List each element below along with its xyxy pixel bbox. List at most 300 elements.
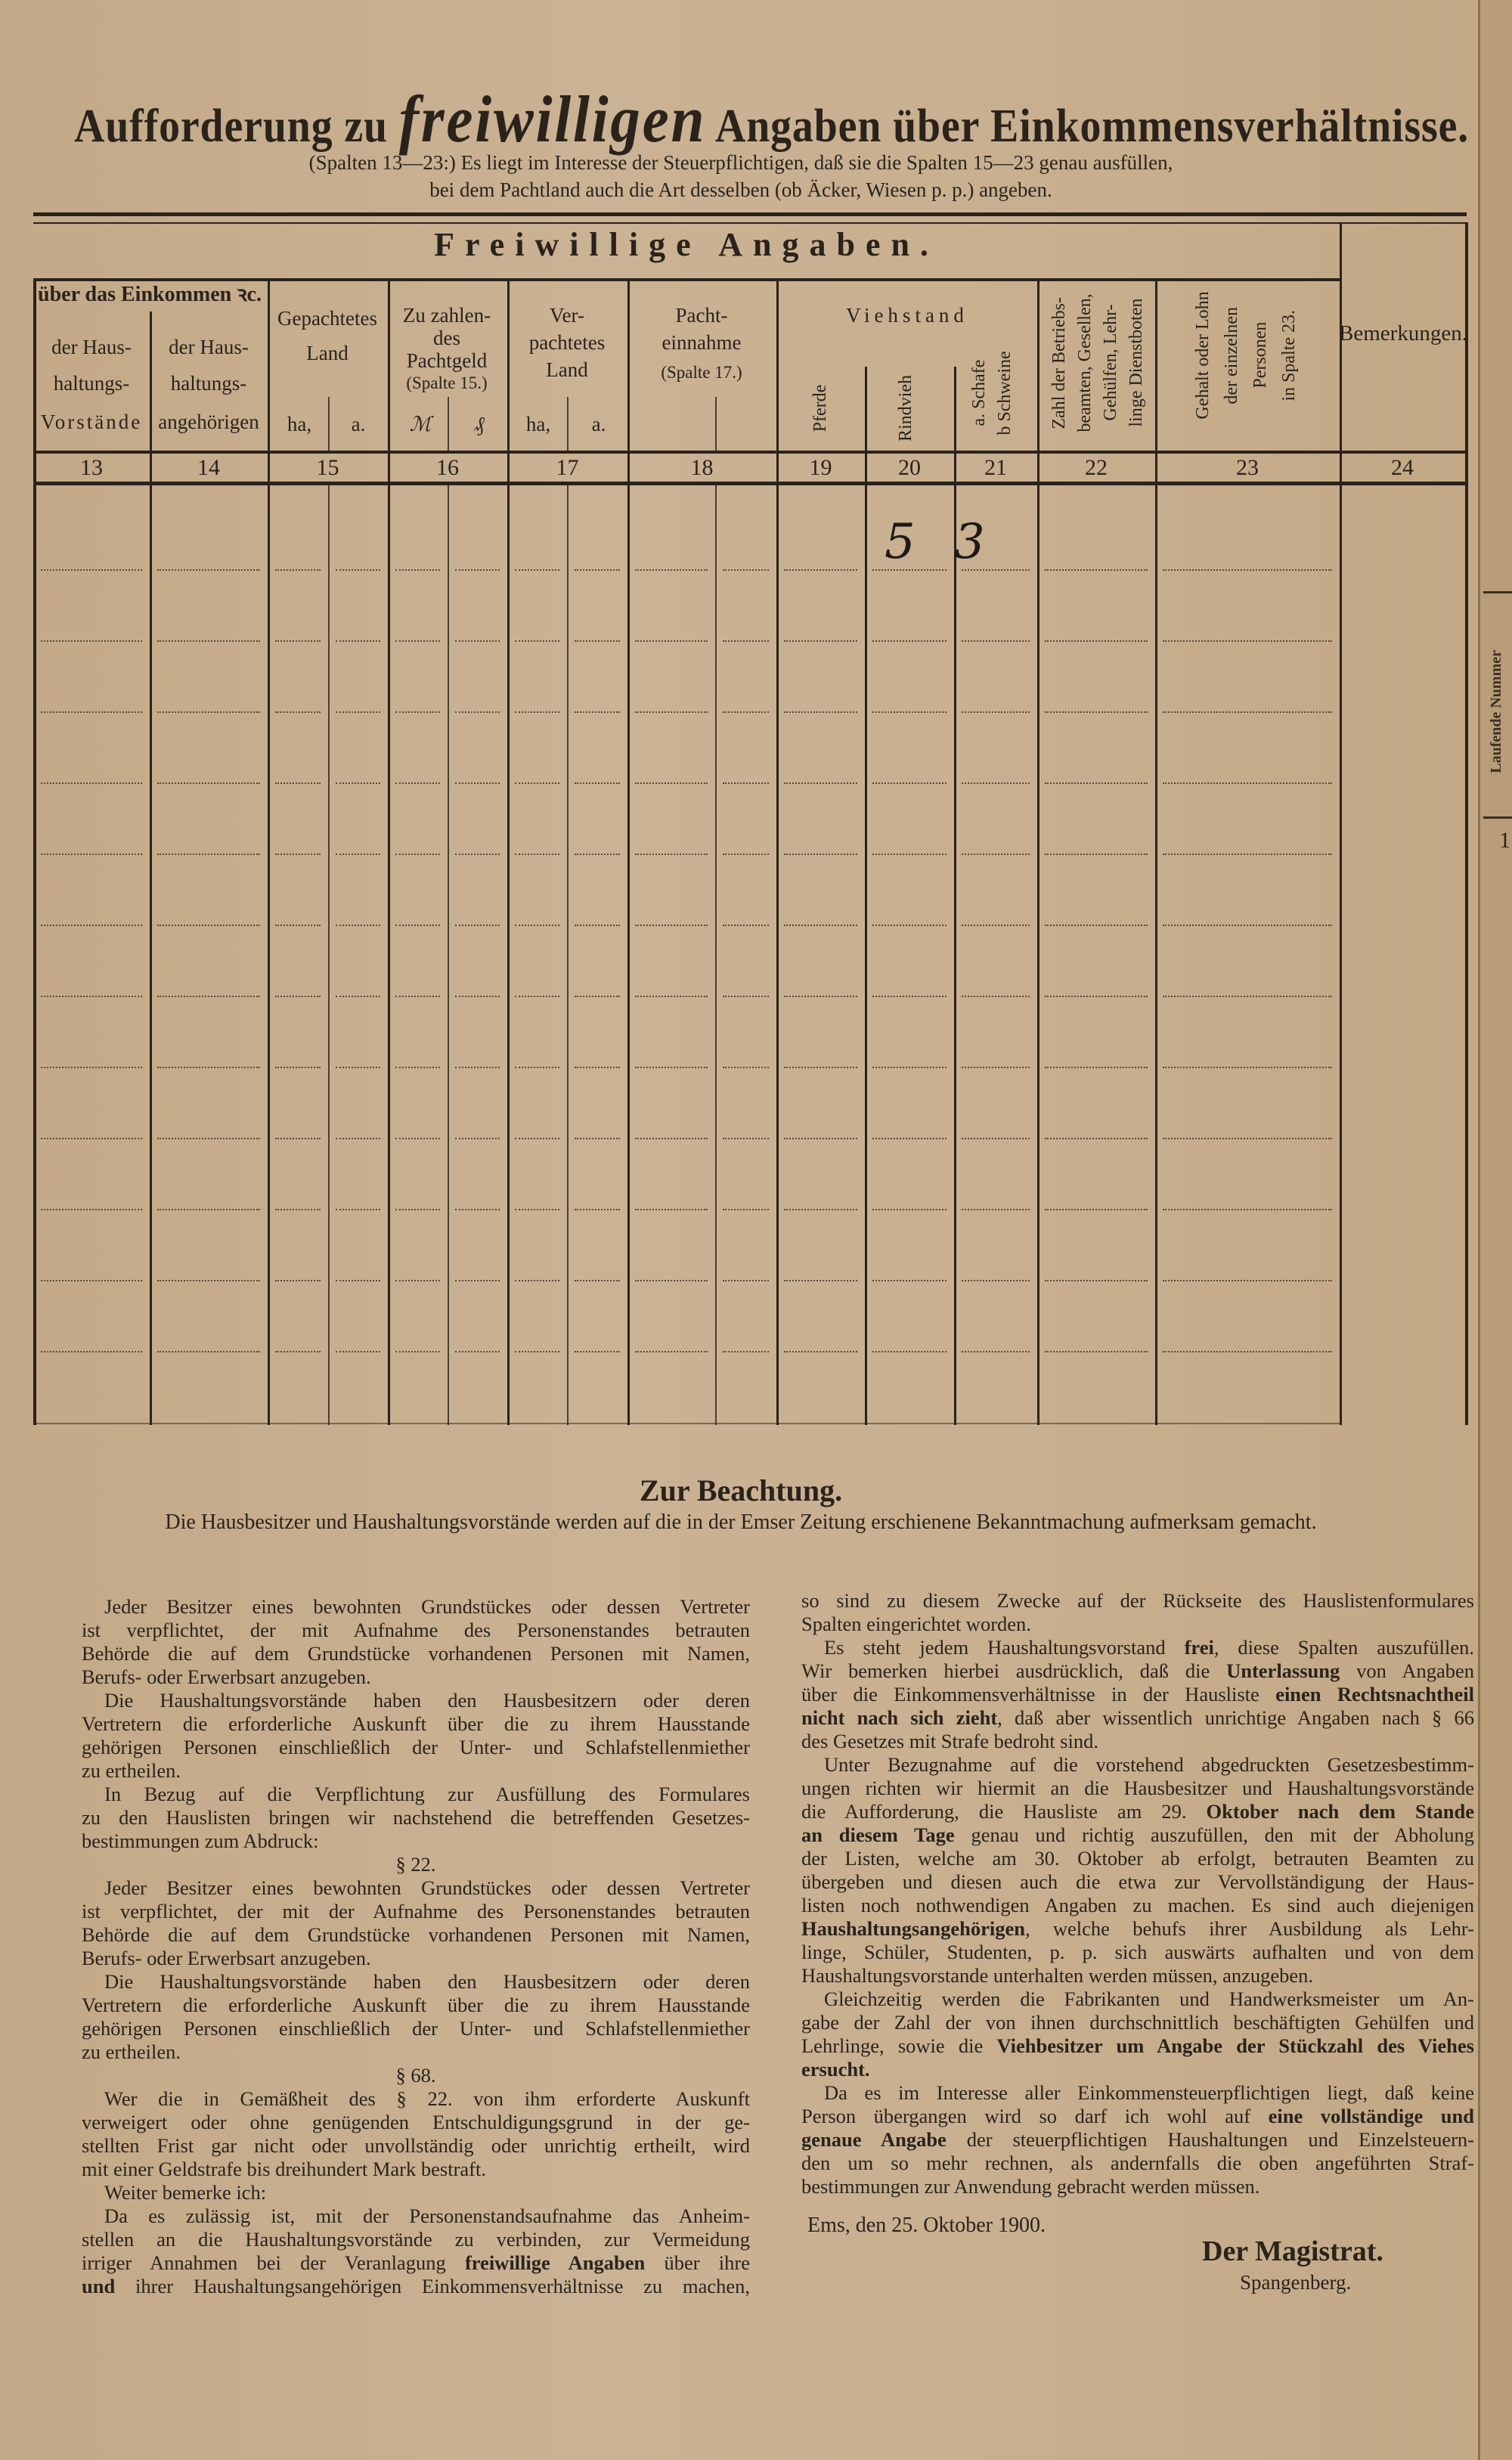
entry-row-line: [723, 1280, 769, 1281]
entry-row-line: [575, 782, 620, 784]
col13-line3: Vorstände: [40, 411, 143, 433]
entry-row-line: [575, 711, 620, 713]
text-run: von Angaben: [1340, 1659, 1474, 1682]
text-run: Es steht jedem Haushaltungsvorstand: [824, 1636, 1185, 1659]
entry-row-line: [515, 1067, 559, 1068]
text-run: so sind zu diesem Zwecke auf der Rückseite des Hauslistenformulares: [801, 1589, 1474, 1612]
right-text-column: [801, 1589, 1474, 2198]
entry-row-line: [784, 1138, 857, 1139]
entry-row-line: [455, 1138, 500, 1139]
entry-row-line: [962, 1209, 1030, 1210]
entry-row-line: [515, 854, 559, 855]
text-run: , welche behufs ihrer Ausbildung als Lehr-: [1025, 1917, 1474, 1940]
col19-label: Pferde: [810, 384, 830, 432]
text-line: [82, 2040, 750, 2064]
entry-row-line: [872, 1067, 947, 1068]
entry-row-line: [723, 1351, 769, 1352]
col17-line1: Ver-: [550, 304, 584, 327]
entry-row-line: [635, 1209, 708, 1210]
col23-label: [1188, 291, 1303, 419]
text-run: Behörde die auf dem Grundstücke vorhandenen Personen mit Namen,: [82, 1642, 750, 1665]
text-line: [801, 2105, 1474, 2128]
col16-line1: Zu zahlen-: [402, 304, 491, 327]
entry-row-line: [395, 711, 440, 713]
bold-text-run: Oktober nach dem Stande: [1206, 1800, 1474, 1823]
text-line: [801, 1613, 1474, 1636]
margin-rule: [1483, 591, 1512, 593]
text-line: [801, 1964, 1474, 1988]
column-line: [1465, 222, 1468, 1425]
entry-row-line: [1045, 711, 1148, 713]
entry-row-line: [1163, 1138, 1332, 1139]
bold-text-run: nicht nach sich zieht: [801, 1706, 998, 1729]
entry-row-line: [575, 1351, 620, 1352]
entry-row-line: [575, 1209, 620, 1210]
entry-row-line: [1045, 925, 1148, 926]
col17-unit-ha: ha,: [525, 413, 551, 435]
text-line: [82, 1830, 750, 1853]
entry-row-line: [635, 1138, 708, 1139]
entry-row-line: [455, 782, 500, 784]
col14-line2: haltungs-: [170, 372, 247, 395]
entry-row-line: [41, 1280, 142, 1281]
col18-line3: (Spalte 17.): [661, 363, 742, 382]
entry-row-line: [575, 640, 620, 642]
text-line: [82, 2158, 750, 2181]
text-run: , diese Spalten auszufüllen.: [1213, 1636, 1474, 1659]
text-run: ihrer Haushaltungsangehörigen Einkommensverhältnisse zu machen,: [115, 2275, 750, 2297]
entry-row-line: [515, 925, 559, 926]
top-rule-thick: [33, 212, 1467, 216]
col16-unit-mark: ℳ: [409, 413, 432, 435]
subtitle-line-2: bei dem Pachtland auch die Art desselben (ob Äcker, Wiesen p. p.) angeben.: [429, 178, 1052, 201]
entry-row-line: [723, 925, 769, 926]
entry-row-line: [1163, 996, 1332, 997]
text-line: [801, 1730, 1474, 1753]
text-run: zu ertheilen.: [82, 2040, 181, 2063]
entry-row-line: [1163, 1067, 1332, 1068]
column-line: [268, 278, 270, 1425]
text-line: [801, 1823, 1474, 1847]
text-line: [801, 2128, 1474, 2152]
entry-row-line: [872, 782, 947, 784]
text-run: über ihre: [645, 2251, 750, 2274]
text-run: § 22.: [395, 1853, 436, 1876]
text-line: [801, 1753, 1474, 1777]
text-run: Vertretern die erforderliche Auskunft über die zu ihrem Hausstande: [82, 1994, 750, 2016]
entry-row-line: [784, 569, 857, 571]
text-run: Unter Bezugnahme auf die vorstehend abgedruckten Gesetzesbestimm-: [824, 1753, 1474, 1776]
text-line: [82, 1736, 750, 1759]
entry-row-line: [336, 996, 380, 997]
bold-text-run: eine vollständige und: [1268, 2105, 1474, 2127]
col14-line1: der Haus-: [169, 336, 249, 358]
entry-row-line: [1163, 1351, 1332, 1352]
text-line: [82, 2134, 750, 2158]
bold-text-run: und: [82, 2275, 116, 2297]
bold-text-run: freiwillige Angaben: [464, 2251, 646, 2274]
text-line: [801, 1847, 1474, 1870]
entry-row-line: [395, 1067, 440, 1068]
text-line: [801, 1941, 1474, 1964]
entry-row-line: [41, 640, 142, 642]
col22-line1: Zahl der Betriebs-: [1049, 296, 1069, 429]
col16-line3: Pachtgeld: [406, 349, 488, 372]
text-run: den um so mehr rechnen, als andernfalls die oben angeführten Straf-: [801, 2152, 1474, 2174]
entry-row-line: [157, 1067, 260, 1068]
entry-row-line: [395, 1280, 440, 1281]
subcolumn-line: [715, 485, 717, 1425]
col15-unit-a: a.: [351, 413, 366, 435]
entry-row-line: [1163, 1280, 1332, 1281]
col20-label: Rindvieh: [896, 375, 916, 441]
text-line: [801, 1777, 1474, 1800]
text-line: [82, 2275, 750, 2298]
entry-row-line: [575, 1067, 620, 1068]
column-line: [865, 367, 867, 1425]
text-run: bestimmungen zum Abdruck:: [82, 1830, 319, 1852]
entry-row-line: [784, 711, 857, 713]
text-line: [801, 1870, 1474, 1894]
entry-row-line: [157, 996, 260, 997]
entry-row-line: [723, 854, 769, 855]
entry-row-line: [784, 640, 857, 642]
entry-row-line: [336, 782, 380, 784]
entry-row-line: [723, 640, 769, 642]
title-pre: Aufforderung zu: [74, 101, 388, 152]
bold-text-run: an diesem Tage: [801, 1823, 955, 1846]
text-run: Behörde die auf dem Grundstücke vorhandenen Personen mit Namen,: [82, 1923, 750, 1946]
column-line: [776, 278, 779, 1425]
text-line: [82, 1876, 750, 1900]
entry-row-line: [784, 1209, 857, 1210]
margin-label: Laufende Nummer: [1488, 650, 1504, 773]
entry-row-line: [575, 569, 620, 571]
entry-row-line: [395, 854, 440, 855]
text-line: [82, 1994, 750, 2017]
subtitle-line-1: (Spalten 13—23:) Es liegt im Interesse der Steuerpflichtigen, daß sie die Spalten 15—23 genau ausfüllen,: [308, 151, 1173, 174]
entry-row-line: [275, 640, 321, 642]
entry-row-line: [1163, 711, 1332, 713]
column-number-rule: [33, 482, 1467, 485]
text-line: [801, 1917, 1474, 1941]
col21-line1: a. Schafe: [969, 360, 989, 426]
col22-label: [1046, 293, 1149, 432]
entry-row-line: [962, 996, 1030, 997]
column-number: 14: [197, 455, 220, 480]
text-line: [82, 1923, 750, 1947]
entry-row-line: [41, 854, 142, 855]
text-line: [82, 1595, 750, 1619]
closing-name: Spangenberg.: [1240, 2271, 1352, 2294]
subcolumn-line: [448, 397, 449, 451]
text-run: verweigert oder ohne genügenden Entschuldigungsgrund in der ge-: [82, 2111, 750, 2133]
entry-row-line: [395, 569, 440, 571]
text-run: Vertretern die erforderliche Auskunft über die zu ihrem Hausstande: [82, 1712, 750, 1735]
entry-row-line: [336, 1280, 380, 1281]
entry-row-line: [635, 925, 708, 926]
entry-row-line: [336, 1209, 380, 1210]
entry-row-line: [962, 782, 1030, 784]
column-number: 17: [556, 455, 579, 480]
entry-row-line: [395, 1138, 440, 1139]
text-line: [82, 1806, 750, 1830]
text-run: Wir bemerken hierbei ausdrücklich, daß die: [801, 1659, 1227, 1682]
entry-row-line: [784, 1067, 857, 1068]
col21-line2: b Schweine: [995, 351, 1015, 435]
col23-line1: Gehalt oder Lohn: [1193, 291, 1213, 420]
entry-row-line: [1045, 640, 1148, 642]
subcolumn-line: [328, 397, 330, 451]
text-run: Person übergangen wird so darf ich wohl auf: [801, 2105, 1269, 2127]
column-line: [1155, 278, 1157, 1425]
margin-number: 1: [1499, 828, 1510, 853]
entry-row-line: [635, 996, 708, 997]
col13-line1: der Haus-: [51, 336, 132, 358]
text-line: [801, 2152, 1474, 2175]
entry-row-line: [1045, 854, 1148, 855]
entry-row-line: [515, 1280, 559, 1281]
column-line: [388, 278, 390, 1425]
closing-date: Ems, den 25. Oktober 1900.: [807, 2214, 1046, 2237]
col13-line2: haltungs-: [53, 372, 130, 395]
col15-line1: Gepachtetes: [277, 307, 377, 330]
entry-row-line: [41, 1209, 142, 1210]
text-run: , daß aber wissentlich unrichtige Angaben nach § 66: [997, 1706, 1474, 1729]
entry-row-line: [41, 1067, 142, 1068]
text-line: [801, 1706, 1474, 1730]
text-line: [82, 1783, 750, 1806]
entry-row-line: [723, 569, 769, 571]
entry-row-line: [275, 925, 321, 926]
col17-unit-a: a.: [591, 413, 606, 435]
entry-row-line: [962, 854, 1030, 855]
entry-row-line: [1163, 640, 1332, 642]
text-run: übergeben und diesen auch die etwa zur Vervollständigung der Haus-: [801, 1870, 1474, 1893]
text-line: [82, 1619, 750, 1642]
col23-line4: in Spalte 23.: [1279, 309, 1299, 401]
text-run: Die Haushaltungsvorstände haben den Hausbesitzern oder deren: [104, 1970, 750, 1993]
entry-row-line: [157, 711, 260, 713]
text-line: [82, 1712, 750, 1736]
col17-line2: pachtetes: [528, 331, 606, 354]
top-rule-thin: [33, 222, 1467, 224]
text-line: [82, 2087, 750, 2111]
bold-text-run: Unterlassung: [1226, 1659, 1340, 1682]
entry-row-line: [336, 1067, 380, 1068]
text-run: Spalten eingerichtet worden.: [801, 1613, 1031, 1635]
entry-row-line: [157, 1209, 260, 1210]
text-line: [82, 1970, 750, 1994]
entry-row-line: [275, 1209, 321, 1210]
text-run: genau und richtig auszufüllen, den mit der Abholung: [954, 1823, 1474, 1846]
text-line: [801, 1659, 1474, 1683]
entry-row-line: [784, 1351, 857, 1352]
entry-row-line: [395, 782, 440, 784]
entry-row-line: [872, 1138, 947, 1139]
text-line: [801, 1636, 1474, 1659]
entry-row-line: [515, 782, 559, 784]
entry-row-line: [872, 925, 947, 926]
text-run: mit einer Geldstrafe bis dreihundert Mark bestraft.: [82, 2158, 486, 2180]
entry-row-line: [872, 854, 947, 855]
entry-row-line: [635, 711, 708, 713]
entry-row-line: [455, 711, 500, 713]
entry-row-line: [635, 569, 708, 571]
column-number: 13: [80, 455, 103, 480]
col21-label: [966, 351, 1018, 435]
entry-row-line: [784, 996, 857, 997]
entry-schafe-schweine[interactable]: 3: [954, 514, 985, 570]
entry-row-line: [872, 711, 947, 713]
text-run: Jeder Besitzer eines bewohnten Grundstückes oder dessen Vertreter: [104, 1876, 750, 1899]
text-line: [82, 2181, 750, 2204]
col14-line3: angehörigen: [158, 411, 259, 433]
text-line: [82, 2017, 750, 2040]
entry-row-line: [455, 1209, 500, 1210]
col22-line2: beamten, Gesellen,: [1075, 293, 1095, 432]
text-line: [82, 1947, 750, 1970]
col16-line4: (Spalte 15.): [406, 373, 488, 392]
section-title: Freiwillige Angaben.: [434, 226, 939, 263]
col23-line3: Personen: [1250, 322, 1270, 389]
column-number: 23: [1236, 455, 1259, 480]
text-line: [801, 1988, 1474, 2011]
text-line: [82, 2228, 750, 2251]
entry-row-line: [1045, 1351, 1148, 1352]
entry-row-line: [275, 711, 321, 713]
col17-line3: Land: [546, 358, 588, 381]
text-run: ist verpflichtet, der mit der Aufnahme des Personenstandes betrauten: [82, 1900, 750, 1922]
entry-row-line: [1163, 1209, 1332, 1210]
text-line: [82, 1759, 750, 1783]
adjacent-page-edge: [1478, 0, 1512, 2460]
entry-row-line: [575, 996, 620, 997]
col18-line1: Pacht-: [675, 304, 728, 327]
text-line: [82, 1900, 750, 1923]
entry-row-line: [635, 1280, 708, 1281]
column-number: 19: [809, 455, 832, 480]
text-run: Haushaltungsvorstande unterhalten werden müssen, anzugeben.: [801, 1964, 1314, 1987]
text-run: des Gesetzes mit Strafe bedroht sind.: [801, 1730, 1098, 1752]
entry-row-line: [41, 925, 142, 926]
entry-row-line: [41, 1351, 142, 1352]
entry-row-line: [455, 569, 500, 571]
entry-row-line: [1045, 782, 1148, 784]
text-run: Die Haushaltungsvorstände haben den Hausbesitzern oder deren: [104, 1689, 750, 1712]
column-number: 16: [436, 455, 459, 480]
text-line: [801, 1589, 1474, 1613]
bold-text-run: frei: [1184, 1636, 1214, 1659]
col16-line2: des: [433, 327, 460, 349]
text-run: Berufs- oder Erwerbsart anzugeben.: [82, 1665, 371, 1688]
header-bottom-rule: [33, 451, 1467, 454]
bold-text-run: einen Rechtsnachtheil: [1275, 1683, 1474, 1706]
entry-row-line: [336, 569, 380, 571]
entry-row-line: [455, 1280, 500, 1281]
text-run: zu den Hauslisten bringen wir nachstehend die betreffenden Gesetzes-: [82, 1806, 750, 1829]
page-title: [74, 82, 1470, 158]
column-line: [150, 311, 152, 1425]
entry-row-line: [336, 854, 380, 855]
entry-row-line: [157, 569, 260, 571]
text-run: Lehrlinge, sowie die: [801, 2034, 997, 2057]
text-line: [801, 2175, 1474, 2198]
col18-line2: einnahme: [662, 331, 742, 354]
text-run: der Listen, welche am 30. Oktober ab erfolgt, betrauten Beamten zu: [801, 1847, 1474, 1870]
text-run: über die Einkommensverhältnisse in der Hausliste: [801, 1683, 1276, 1706]
subcolumn-line: [715, 397, 717, 451]
entry-row-line: [962, 640, 1030, 642]
entry-row-line: [1163, 854, 1332, 855]
title-emphasis: freiwilligen: [398, 83, 707, 156]
text-run: Weiter bemerke ich:: [104, 2181, 267, 2204]
text-run: gehörigen Personen einschließlich der Unter- und Schlafstellenmiether: [82, 2017, 750, 2040]
entry-row-line: [575, 925, 620, 926]
bold-text-run: ersucht.: [801, 2058, 870, 2080]
text-run: gabe der Zahl der von ihnen durchschnittlich beschäftigten Gehülfen und: [801, 2011, 1474, 2034]
entry-row-line: [515, 569, 559, 571]
entry-row-line: [515, 640, 559, 642]
text-line: [82, 2251, 750, 2275]
text-run: In Bezug auf die Verpflichtung zur Ausfüllung des Formulares: [104, 1783, 750, 1805]
entry-row-line: [635, 1067, 708, 1068]
text-line: [801, 2011, 1474, 2034]
entry-row-line: [1045, 1209, 1148, 1210]
entry-row-line: [723, 996, 769, 997]
table-bottom-rule: [33, 1423, 1340, 1424]
entry-row-line: [455, 996, 500, 997]
notice-text: Die Hausbesitzer und Haushaltungsvorstände werden auf die in der Emser Zeitung erschienene Bekanntmachung aufmerksam gemacht.: [165, 1510, 1317, 1534]
entry-row-line: [962, 1138, 1030, 1139]
bold-text-run: Haushaltungsangehörigen: [801, 1917, 1025, 1940]
entry-row-line: [575, 1280, 620, 1281]
entry-row-line: [157, 925, 260, 926]
entry-row-line: [515, 1351, 559, 1352]
column-number: 18: [690, 455, 714, 480]
entry-row-line: [784, 854, 857, 855]
entry-row-line: [455, 925, 500, 926]
entry-row-line: [275, 569, 321, 571]
income-group-label: über das Einkommen ꝛc.: [38, 283, 262, 306]
entry-row-line: [395, 1351, 440, 1352]
text-run: bestimmungen zur Anwendung gebracht werden müssen.: [801, 2175, 1260, 2198]
col22-line3: Gehülfen, Lehr-: [1101, 304, 1120, 422]
entry-row-line: [515, 1138, 559, 1139]
entry-row-line: [515, 996, 559, 997]
entry-row-line: [455, 854, 500, 855]
text-line: [801, 2034, 1474, 2058]
col16-unit-pfennig: ₰: [474, 413, 485, 435]
entry-rindvieh[interactable]: 5: [885, 514, 916, 570]
entry-row-line: [635, 1351, 708, 1352]
entry-row-line: [41, 569, 142, 571]
text-line: [801, 2058, 1474, 2081]
col22-line4: linge Dienstboten: [1126, 299, 1146, 427]
text-run: Berufs- oder Erwerbsart anzugeben.: [82, 1947, 371, 1969]
entry-row-line: [455, 640, 500, 642]
entry-row-line: [1045, 1067, 1148, 1068]
entry-row-line: [336, 711, 380, 713]
entry-row-line: [872, 640, 947, 642]
col23-line2: der einzelnen: [1222, 306, 1241, 404]
entry-row-line: [784, 782, 857, 784]
col15-unit-ha: ha,: [287, 413, 312, 435]
column-number: 15: [316, 455, 339, 480]
entry-row-line: [784, 1280, 857, 1281]
entry-row-line: [395, 1209, 440, 1210]
text-line: [801, 1800, 1474, 1823]
